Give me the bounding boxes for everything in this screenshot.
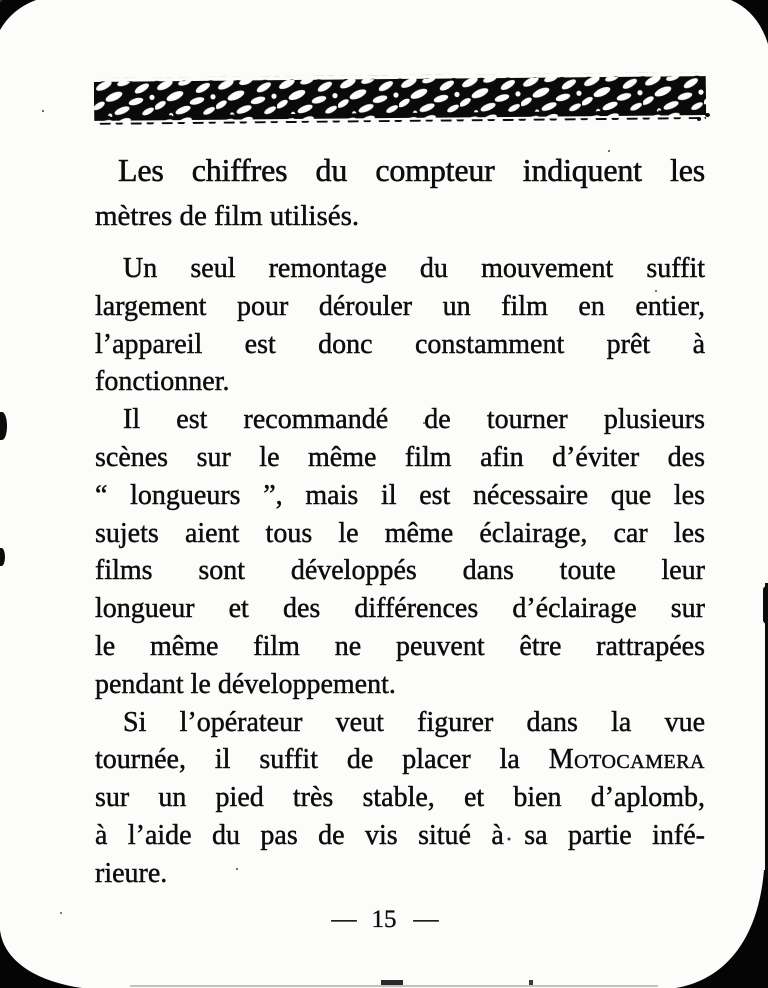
text-line: le même film ne peuvent être rattrapées [95,630,705,662]
scan-corner-top-right [728,0,768,44]
text-line: Un seul remontage du mouvement suffit [123,253,705,284]
text-line: tournée, il suffit de placer la Motocamera [95,744,705,776]
ornament-end-dot [705,113,710,117]
text-line: scènes sur le même film afin d’éviter des [95,441,705,473]
page-number-footer [0,906,768,934]
page-body [95,250,705,893]
text-line: largement pour dérouler un film en entier, [95,290,705,322]
text-line: à l’aide du pas de vis situé à sa partie infé- [95,819,705,851]
text-line: longueur et des différences d’éclairage sur [95,593,705,625]
text-line: films sont développés dans toute leur [95,555,705,587]
ink-blot [0,412,7,440]
text-line: “ longueurs ”, mais il est nécessaire que les [95,479,705,511]
scan-corner-top-left [0,0,40,34]
brand-name: Motocamera [548,744,705,776]
footer-dash-left: — [331,906,355,933]
ink-blot [0,548,5,566]
paragraph [95,250,705,401]
footer-dash-right: — [413,906,437,933]
scan-noise [0,0,2,2]
text-line: sujets aient tous le même éclairage, car les [95,517,705,549]
text-line: Les chiffres du compteur indiquent les [118,152,705,188]
text-line: mètres de film utilisés. [95,200,360,232]
text-line: sur un pied très stable, et bien d’aplomb, [95,782,705,814]
text-line: Il est recommandé de tourner plusieurs [123,404,705,436]
text-line: rieure. [95,857,168,889]
leaf-garland-ornament-icon [94,72,706,125]
text-line: Si l’opérateur veut figurer dans la vue [123,706,705,738]
scan-corner-bottom-left [0,930,86,988]
scan-edge-artifact [130,985,658,987]
scan-edge-artifact [763,586,768,624]
text-line: pendant le développement. [95,668,396,700]
paragraph [95,146,705,238]
page-number: 15 [371,906,397,933]
paragraph [95,401,705,703]
text-line: fonctionner. [95,366,230,398]
text-line: l’appareil est donc constamment prêt à [95,328,705,360]
paragraph [95,704,705,893]
